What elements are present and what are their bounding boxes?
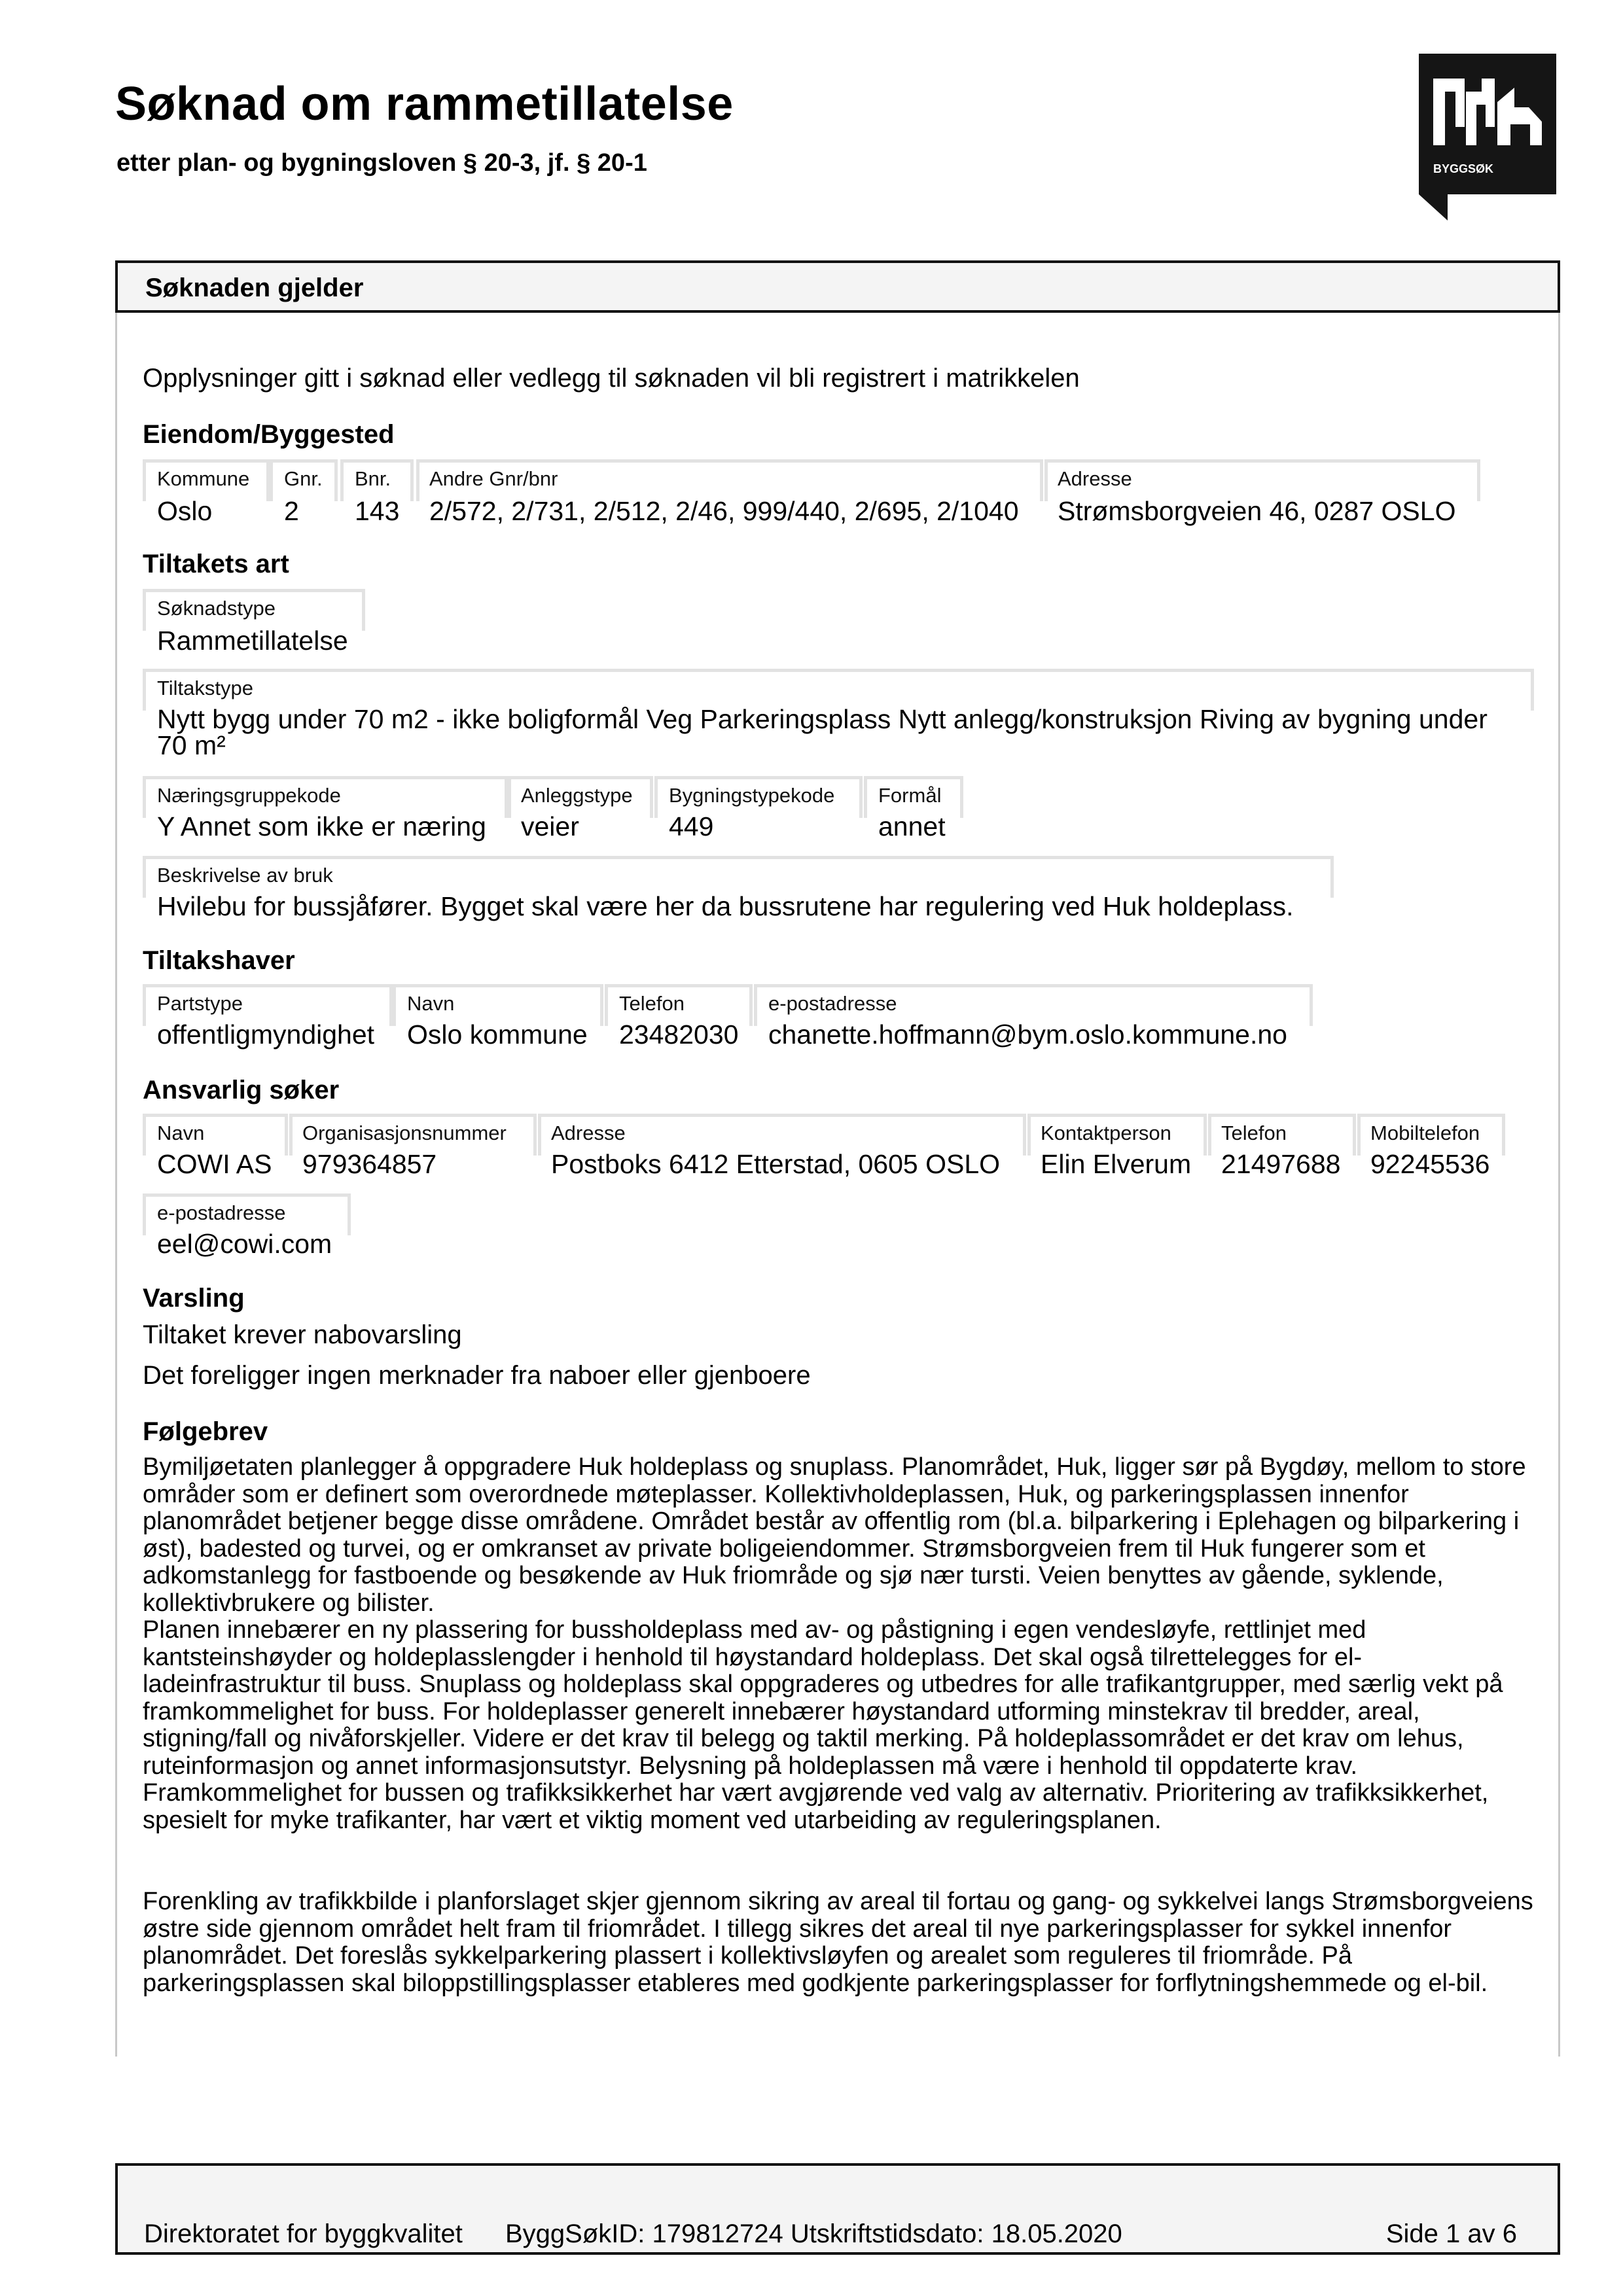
formal-label: Formål (878, 784, 942, 807)
soker-heading: Ansvarlig søker (143, 1076, 340, 1104)
tiltakshaver-navn-value: Oslo kommune (407, 1019, 588, 1050)
tiltakshaver-heading: Tiltakshaver (143, 946, 295, 975)
soknadstype-label: Søknadstype (157, 597, 276, 620)
org-label: Organisasjonsnummer (302, 1122, 507, 1144)
intro-text: Opplysninger gitt i søknad eller vedlegg til søknaden vil bli registrert i matrikkelen (143, 364, 1080, 393)
naering-value: Y Annet som ikke er næring (157, 811, 486, 841)
tiltakshaver-epost-value: chanette.hoffmann@bym.oslo.kommune.no (768, 1019, 1287, 1050)
document-title: Søknad om rammetillatelse (115, 78, 734, 130)
section-header (115, 260, 1560, 313)
soker-epost-value: eel@cowi.com (157, 1229, 332, 1259)
folgebrev-paragraph-1: Bymiljøetaten planlegger å oppgradere Huk holdeplass og snuplass. Planområdet, Huk, ligger sør på Bygdøy, mellom to store områder som er definert som overordnede møteplasser. Kollektivholdeplassen, Huk, og parkeringsplassen innenfor planområdet betjener begge disse områdene. Området består av offentlig rom (bl.a. bilparkering i Eplehagen og bilparkering i øst), badested og turvei, og er omkranset av private boligeiendommer. Strømsborgveien frem til Huk fungerer som et adkomstanlegg for fastboende og besøkende av Huk friområde og sjø nær tursti. Veien benyttes av gående, syklende, kollektivbrukere og bilister. (143, 1453, 1526, 1617)
document-subtitle: etter plan- og bygningsloven § 20-3, jf. § 20-1 (116, 149, 647, 177)
kommune-label: Kommune (157, 467, 250, 490)
tiltakshaver-epost-label: e-postadresse (768, 992, 897, 1015)
partstype-label: Partstype (157, 992, 243, 1015)
soker-adresse-value: Postboks 6412 Etterstad, 0605 OSLO (551, 1149, 1001, 1179)
footer-org: Direktoratet for byggkvalitet (144, 2219, 463, 2248)
anleggstype-value: veier (521, 811, 579, 841)
bygningstype-label: Bygningstypekode (669, 784, 835, 807)
adresse-value: Strømsborgveien 46, 0287 OSLO (1058, 496, 1456, 526)
footer-page-number: Side 1 av 6 (1385, 2219, 1517, 2248)
kommune-value: Oslo (157, 496, 213, 526)
bygningstype-value: 449 (669, 811, 714, 841)
bruk-value: Hvilebu for bussjåfører. Bygget skal være her da bussrutene har regulering ved Huk holdeplass. (157, 891, 1294, 921)
soker-telefon-label: Telefon (1221, 1122, 1287, 1144)
tiltakstype-value-line1: Nytt bygg under 70 m2 - ikke boligformål Veg Parkeringsplass Nytt anlegg/konstruksjon Riving av bygning under (157, 704, 1488, 734)
folgebrev-paragraph-3: Forenkling av trafikkbilde i planforslaget skjer gjennom sikring av areal til fortau og gang- og sykkelvei langs Strømsborgveiens østre side gjennom området helt fram til friområdet. I tillegg sikres det areal til nye parkeringsplasser for sykkel innenfor planområdet. Det foreslås sykkelparkering plassert i kollektivsløyfen og arealet som reguleres til friområde. På parkeringsplassen skal biloppstillingsplasser etableres med godkjente parkeringsplasser for forflytningshemmede og el-bil. (143, 1888, 1533, 1997)
mobil-label: Mobiltelefon (1370, 1122, 1480, 1144)
svg-text:BYGGSØK: BYGGSØK (1433, 162, 1494, 175)
tiltakshaver-telefon-value: 23482030 (619, 1019, 739, 1050)
naering-label: Næringsgruppekode (157, 784, 341, 807)
folgebrev-paragraph-2: Planen innebærer en ny plassering for bussholdeplass med av- og påstigning i egen vendesløyfe, rettlinjet med kantsteinshøyder og holdeplasslengder i henhold til høystandard holdeplass. Det skal også tilrettelegges for el-ladeinfrastruktur til buss. Snuplass og holdeplass skal oppgraderes og utbedres for alle trafikantgrupper, med særlig vekt på framkommelighet for buss. For holdeplasser generelt innebærer høystandard utforming minstekrav til bredder, areal, stigning/fall og nivåforskjeller. Videre er det krav til belegg og taktil merking. På holdeplassområdet er det krav om lehus, ruteinformasjon og annet informasjonsutstyr. Belysning på holdeplassen må være i henhold til oppdaterte krav. Framkommelighet for bussen og trafikksikkerhet har vært avgjørende ved valg av alternativ. Prioritering av trafikksikkerhet, spesielt for myke trafikanter, har vært et viktig moment ved utarbeiding av reguleringsplanen. (143, 1616, 1503, 1834)
soker-epost-label: e-postadresse (157, 1201, 286, 1224)
footer-ids: ByggSøkID: 179812724 Utskriftstidsdato: 18.05.2020 (505, 2219, 1122, 2248)
folgebrev-heading: Følgebrev (143, 1417, 268, 1446)
org-value: 979364857 (302, 1149, 437, 1179)
section-title: Søknaden gjelder (145, 274, 364, 302)
anleggstype-label: Anleggstype (521, 784, 633, 807)
tiltakshaver-telefon-label: Telefon (619, 992, 685, 1015)
varsling-heading: Varsling (143, 1284, 245, 1313)
kontakt-value: Elin Elverum (1041, 1149, 1192, 1179)
soker-adresse-label: Adresse (551, 1122, 626, 1144)
soker-navn-label: Navn (157, 1122, 205, 1144)
kontakt-label: Kontaktperson (1041, 1122, 1171, 1144)
bnr-label: Bnr. (355, 467, 391, 490)
bnr-value: 143 (355, 496, 400, 526)
adresse-label: Adresse (1058, 467, 1132, 490)
tiltakstype-label: Tiltakstype (157, 677, 254, 699)
tiltakshaver-navn-label: Navn (407, 992, 455, 1015)
gnr-label: Gnr. (284, 467, 323, 490)
andre-gnr-label: Andre Gnr/bnr (429, 467, 558, 490)
andre-gnr-value: 2/572, 2/731, 2/512, 2/46, 999/440, 2/695, 2/1040 (429, 496, 1019, 526)
soknadstype-value: Rammetillatelse (157, 626, 348, 656)
eiendom-heading: Eiendom/Byggested (143, 420, 395, 449)
page-footer (115, 2163, 1560, 2255)
tiltak-heading: Tiltakets art (143, 550, 289, 578)
soker-navn-value: COWI AS (157, 1149, 272, 1179)
bruk-label: Beskrivelse av bruk (157, 864, 333, 887)
partstype-value: offentligmyndighet (157, 1019, 375, 1050)
formal-value: annet (878, 811, 946, 841)
varsling-line2: Det foreligger ingen merknader fra naboer eller gjenboere (143, 1361, 811, 1390)
varsling-line1: Tiltaket krever nabovarsling (143, 1320, 462, 1349)
byggsok-logo (1419, 54, 1556, 221)
soker-telefon-value: 21497688 (1221, 1149, 1341, 1179)
tiltakstype-value-line2: 70 m² (157, 730, 226, 760)
gnr-value: 2 (284, 496, 299, 526)
mobil-value: 92245536 (1370, 1149, 1490, 1179)
